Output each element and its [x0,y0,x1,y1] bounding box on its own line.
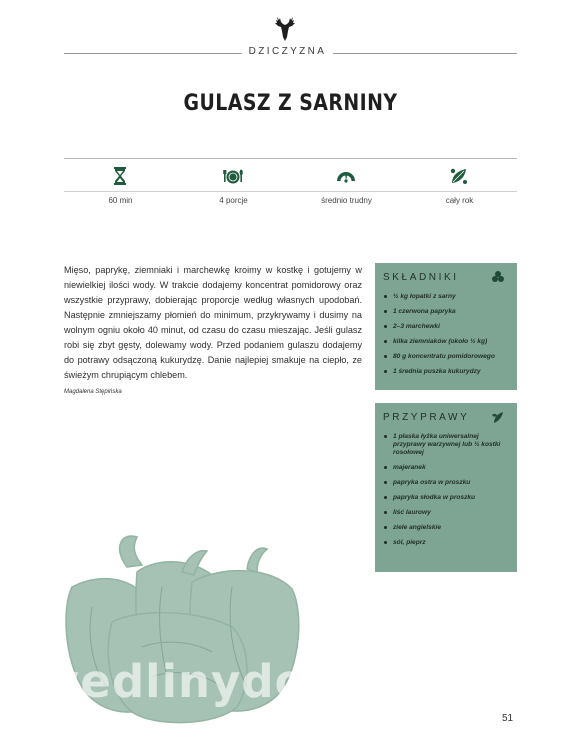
plate-cutlery-icon [223,166,243,186]
ingredients-box [375,263,517,390]
info-portions-label: 4 porcje [219,196,248,205]
list-item: 1 czerwona papryka [393,308,509,316]
info-time [64,158,177,218]
info-season [403,158,516,218]
info-portions [177,158,290,218]
list-item: 1 średnia puszka kukurydzy [393,368,509,376]
list-item: kilka ziemniaków (około ½ kg) [393,338,509,346]
list-item: liść laurowy [393,509,509,517]
list-item: ½ kg łopatki z sarny [393,293,509,301]
recipe-instructions: Mięso, paprykę, ziemniaki i marchewkę kroimy w kostkę i gotujemy w niewielkiej ilości wody. W trakcie dodajemy koncentrat pomidorowy oraz wszystkie przyprawy, dobierając proporcje według własnych upodobań. Następnie zmniejszamy płomień do minimum, przykrywamy i dusimy na wolnym ogniu około 40 minut, od czasu do czasu mieszając. Jeśli gulasz robi się zbyt gęsty, dolewamy wody. Przed podaniem gulaszu dodajemy do potrawy odsączoną kukurydzę. Danie najlepiej smakuje na ciepło, ze świeżym chrupiącym chlebem. [64,265,362,380]
seasons-leaf-icon [449,166,469,186]
hourglass-icon [110,166,130,186]
difficulty-gauge-icon [336,166,356,186]
ingredients-list [375,293,517,383]
site-watermark: wedlinydomowe.pl [37,655,529,708]
info-time-label: 60 min [108,196,133,205]
header-rule-right [333,53,517,54]
recipe-title: GULASZ Z SARNINY [183,91,398,116]
herb-icon [491,410,505,424]
recipe-author: Magdalena Stępińska [64,389,122,395]
page-number: 51 [502,713,514,724]
info-difficulty-label: średnio trudny [321,196,372,205]
spices-title: PRZYPRAWY [383,412,470,423]
ingredients-icon [491,270,505,284]
list-item: 80 g koncentratu pomidorowego [393,353,509,361]
list-item: 2–3 marchewki [393,323,509,331]
list-item: 1 płaska łyżka uniwersalnej przyprawy warzywnej lub ½ kostki rosołowej [393,433,509,457]
list-item: papryka słodka w proszku [393,494,509,502]
ingredients-title: SKŁADNIKI [383,272,459,283]
header-rule-left [64,53,242,54]
spices-list [375,433,517,554]
info-difficulty [290,158,403,218]
list-item: papryka ostra w proszku [393,479,509,487]
list-item: majeranek [393,464,509,472]
category-label: DZICZYZNA [248,46,327,57]
info-season-label: cały rok [445,196,474,205]
list-item: ziele angielskie [393,524,509,532]
deer-head-icon [273,16,297,42]
list-item: sól, pieprz [393,539,509,547]
spices-box [375,403,517,572]
